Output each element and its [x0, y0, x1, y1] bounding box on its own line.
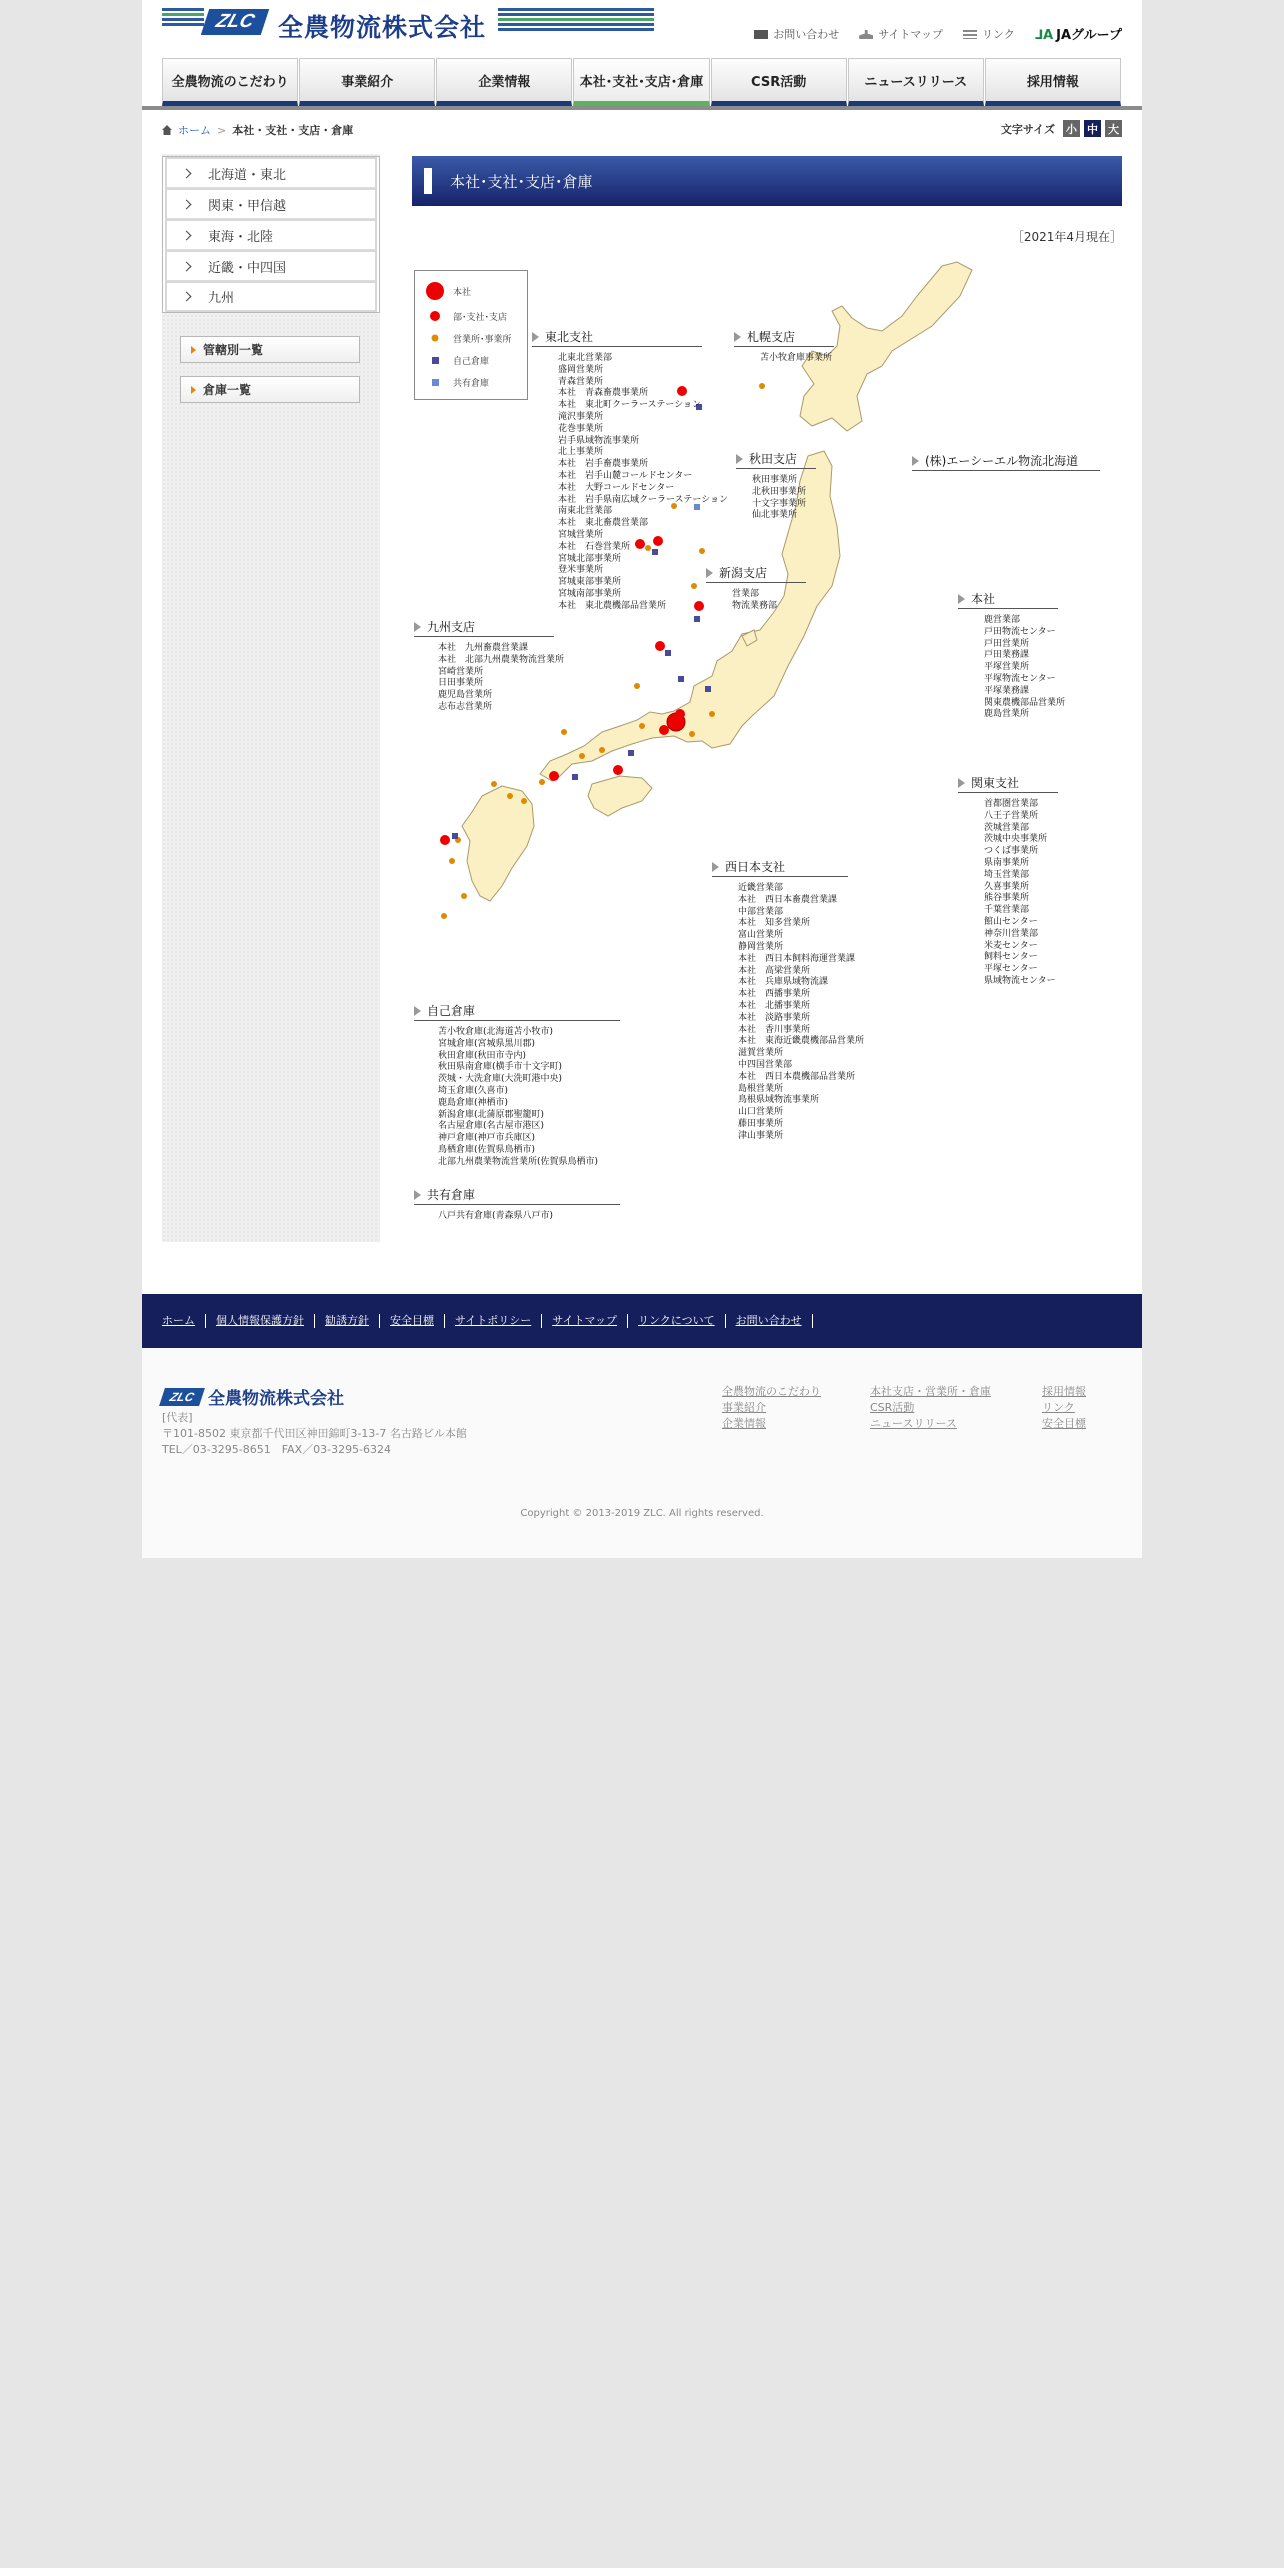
branch-title: 本社	[971, 592, 996, 606]
branch-title: 共有倉庫	[427, 1188, 476, 1202]
branch-title: 西日本支社	[725, 860, 786, 874]
triangle-right-icon	[736, 454, 743, 464]
nav-news[interactable]: ニュースリリース	[848, 58, 984, 106]
footer-col-3	[1042, 1384, 1086, 1432]
nav-business[interactable]: 事業紹介	[299, 58, 435, 106]
triangle-right-icon	[712, 862, 719, 872]
footer-link-solicitation[interactable]: 勧誘方針	[315, 1314, 380, 1328]
ja-icon: ⅃A	[1034, 28, 1054, 43]
legend-shared-warehouse: 共有倉庫	[425, 375, 489, 389]
triangle-right-icon	[706, 568, 713, 578]
nav-recruit[interactable]: 採用情報	[985, 58, 1121, 106]
branch-kyushu	[414, 618, 564, 714]
warehouse-list-button[interactable]: 倉庫一覧	[180, 376, 360, 403]
chevron-right-icon	[182, 168, 192, 178]
footer-col-1	[722, 1384, 821, 1432]
home-icon	[162, 125, 172, 135]
region-kinki-chushikoku[interactable]: 近畿・中四国	[165, 250, 377, 281]
branch-title: 東北支社	[545, 330, 594, 344]
legend-branch: 部･支社･支店	[425, 309, 507, 323]
footer-company-name: 全農物流株式会社	[208, 1389, 344, 1409]
footer-sub-link[interactable]: CSR活動	[870, 1401, 915, 1414]
footer-sub-link[interactable]: 採用情報	[1042, 1385, 1086, 1398]
office-list: 鹿営業部 戸田物流センター 戸田営業所 戸田業務課 平塚営業所 平塚物流センター 平塚業務課 関東農機部品営業所 鹿島営業所	[984, 615, 1066, 720]
links-link[interactable]: リンク	[963, 26, 1015, 42]
footer-col-2	[870, 1384, 991, 1432]
breadcrumb-current: 本社・支社・支店・倉庫	[232, 124, 354, 137]
office-list: 北東北営業部 盛岡営業所 青森営業所 本社 青森畜農事業所 本社 東北町クーラーステーション 滝沢事業所 花巻事業所 岩手県域物流事業所 北上事業所 本社 岩手畜農事業所 本社 岩手山麓コールドセンター 本社 大野コールドセンター 本社 岩手県南広域クーラーステーション 南東北営業部 本社 東北畜農営業部 宮城営業所 本社 石巻営業所 宮城北部事業所 登米事業所 宮城東部事業所 宮城南部事業所 本社 東北農機部品営業所	[558, 353, 729, 611]
footer-sub-link[interactable]: 安全目標	[1042, 1417, 1086, 1430]
triangle-right-icon	[734, 332, 741, 342]
copyright: Copyright © 2013-2019 ZLC. All rights reserved.	[520, 1508, 764, 1519]
chevron-right-icon	[182, 292, 192, 302]
legend-own-warehouse: 自己倉庫	[425, 353, 489, 367]
footer-link-safety[interactable]: 安全目標	[380, 1314, 445, 1328]
footer-nav	[142, 1294, 1142, 1348]
own-warehouses	[414, 1002, 620, 1169]
office-list: 本社 九州畜農営業課 本社 北部九州農業物流営業所 宮崎営業所 日田事業所 鹿児島営業所 志布志営業所	[438, 643, 565, 712]
logo-stripes-right	[498, 8, 654, 33]
office-list: 近畿営業部 本社 西日本畜農営業課 中部営業部 本社 知多営業所 富山営業所 静岡営業所 本社 西日本飼料海運営業課 本社 高梁営業所 本社 兵庫県域物流課 本社 西播事業所 本社 北播事業所 本社 淡路事業所 本社 香川事業所 本社 東海近畿農機部品営業所 滋賀営業所 中四国営業部 本社 西日本農機部品営業所 島根営業所 鳥根県域物流事業所 山口営業所 藤田事業所 津山事業所	[738, 883, 865, 1141]
utility-links	[754, 24, 1122, 43]
triangle-right-icon	[191, 346, 196, 354]
footer	[142, 1348, 1142, 1558]
footer-sub-link[interactable]: 全農物流のこだわり	[722, 1385, 821, 1398]
nav-kodawari[interactable]: 全農物流のこだわり	[162, 58, 298, 106]
title-bar-icon	[424, 168, 432, 194]
region-hokkaido-tohoku[interactable]: 北海道・東北	[165, 157, 377, 188]
logo-stripes	[162, 8, 204, 28]
map-shikoku	[588, 776, 652, 816]
footer-logo-mark: ZLC	[159, 1388, 205, 1406]
jurisdiction-list-button[interactable]: 管轄別一覧	[180, 336, 360, 363]
branch-honsha	[958, 590, 1065, 721]
branch-title: 関東支社	[971, 776, 1020, 790]
logo-mark[interactable]: ZLC	[201, 9, 269, 35]
sidebar	[162, 154, 380, 1242]
footer-sub-link[interactable]: 企業情報	[722, 1417, 766, 1430]
triangle-right-icon	[958, 778, 965, 788]
font-size-medium-button[interactable]: 中	[1084, 120, 1101, 137]
region-kyushu[interactable]: 九州	[165, 281, 377, 312]
nav-company[interactable]: 企業情報	[436, 58, 572, 106]
region-tokai-hokuriku[interactable]: 東海・北陸	[165, 219, 377, 250]
font-size-label: 文字サイズ	[1000, 122, 1055, 136]
font-size-large-button[interactable]: 大	[1105, 120, 1122, 137]
office-list: 苫小牧倉庫(北海道苫小牧市) 宮城倉庫(宮城県黒川郡) 秋田倉庫(秋田市寺内) 秋田県南倉庫(横手市十文字町) 茨城・大洗倉庫(大洗町港中央) 埼玉倉庫(久喜市) 鹿島倉庫(神栖市) 新潟倉庫(北蒲原郡聖籠町) 名古屋倉庫(名古屋市港区) 神戸倉庫(神戸市兵庫区) 鳥栖倉庫(佐賀県鳥栖市) 北部九州農業物流営業所(佐賀県鳥栖市)	[438, 1027, 599, 1167]
sitemap-link[interactable]: サイトマップ	[859, 26, 943, 42]
footer-logo[interactable]	[162, 1384, 344, 1409]
shared-warehouses	[414, 1186, 620, 1223]
list-icon	[963, 30, 977, 39]
breadcrumb-separator: >	[217, 123, 227, 137]
legend-honsha: 本社	[425, 281, 471, 301]
nav-divider	[142, 106, 1142, 110]
map-legend	[414, 270, 528, 400]
breadcrumb-home[interactable]: ホーム	[178, 124, 211, 137]
global-nav	[162, 58, 1122, 106]
branch-title: 新潟支店	[719, 566, 768, 580]
triangle-right-icon	[414, 1006, 421, 1016]
branch-niigata	[706, 564, 806, 613]
region-kanto-koshinetsu[interactable]: 関東・甲信越	[165, 188, 377, 219]
office-list: 秋田事業所 北秋田事業所 十文字事業所 仙北事業所	[752, 475, 807, 521]
page	[142, 0, 1142, 1558]
page-title: 本社･支社･支店･倉庫	[412, 156, 1122, 206]
triangle-right-icon	[414, 622, 421, 632]
company-logo-text[interactable]: 全農物流株式会社	[278, 13, 487, 42]
font-size-small-button[interactable]: 小	[1063, 120, 1080, 137]
footer-link-privacy[interactable]: 個人情報保護方針	[206, 1314, 315, 1328]
chevron-right-icon	[182, 230, 192, 240]
nav-offices[interactable]: 本社･支社･支店･倉庫	[573, 58, 709, 106]
legend-office: 営業所･事業所	[425, 331, 512, 345]
footer-link-sitemap[interactable]: サイトマップ	[542, 1314, 628, 1328]
footer-sub-link[interactable]: 本社支店・営業所・倉庫	[870, 1385, 991, 1398]
branch-kanto	[958, 774, 1058, 988]
footer-link-site-policy[interactable]: サイトポリシー	[445, 1314, 542, 1328]
branch-title: 秋田支店	[749, 452, 798, 466]
footer-sub-link[interactable]: リンク	[1042, 1401, 1075, 1414]
office-list: 八戸共有倉庫(青森県八戸市)	[438, 1211, 554, 1221]
triangle-right-icon	[958, 594, 965, 604]
branch-acl-hokkaido	[912, 452, 1100, 471]
chevron-right-icon	[182, 261, 192, 271]
footer-address: [代表] 〒101-8502 東京都千代田区神田錦町3-13-7 名古路ビル本館 TEL／03-3295-8651 FAX／03-3295-6324	[162, 1411, 467, 1456]
mail-icon	[754, 30, 768, 39]
branch-nishinihon	[712, 858, 864, 1143]
triangle-right-icon	[532, 332, 539, 342]
office-list: 首都圏営業部 八王子営業所 茨城営業部 茨城中央事業所 つくば事業所 県南事業所 埼玉営業部 久喜事業所 熊谷事業所 千葉営業部 館山センター 神奈川営業部 米麦センター 飼料センター 平塚センター 県域物流センター	[984, 799, 1056, 986]
region-menu	[162, 156, 380, 313]
branch-tohoku	[532, 328, 728, 613]
chevron-right-icon	[182, 199, 192, 209]
footer-link-home[interactable]: ホーム	[162, 1314, 206, 1328]
nav-csr[interactable]: CSR活動	[711, 58, 847, 106]
as-of-date: ［2021年4月現在］	[1011, 230, 1122, 244]
triangle-right-icon	[191, 386, 196, 394]
ja-group-logo[interactable]: ⅃A JAグループ	[1034, 28, 1122, 43]
triangle-right-icon	[414, 1190, 421, 1200]
branch-title: 自己倉庫	[427, 1004, 476, 1018]
branch-title: 札幌支店	[747, 330, 796, 344]
footer-sub-link[interactable]: ニュースリリース	[870, 1417, 957, 1430]
triangle-right-icon	[912, 456, 919, 466]
branch-akita	[736, 450, 816, 522]
footer-link-links[interactable]: リンクについて	[628, 1314, 726, 1328]
breadcrumb	[162, 122, 353, 138]
branch-title: (株)エーシーエル物流北海道	[925, 454, 1079, 468]
branch-title: 九州支店	[427, 620, 476, 634]
sitemap-icon	[859, 30, 873, 39]
footer-link-contact[interactable]: お問い合わせ	[726, 1314, 813, 1328]
office-list: 営業部 物流業務部	[732, 589, 778, 611]
branch-sapporo	[734, 328, 834, 365]
footer-sub-link[interactable]: 事業紹介	[722, 1401, 766, 1414]
font-size-switcher	[1001, 120, 1122, 137]
contact-link[interactable]: お問い合わせ	[754, 26, 839, 42]
office-list: 苫小牧倉庫事業所	[760, 353, 833, 363]
